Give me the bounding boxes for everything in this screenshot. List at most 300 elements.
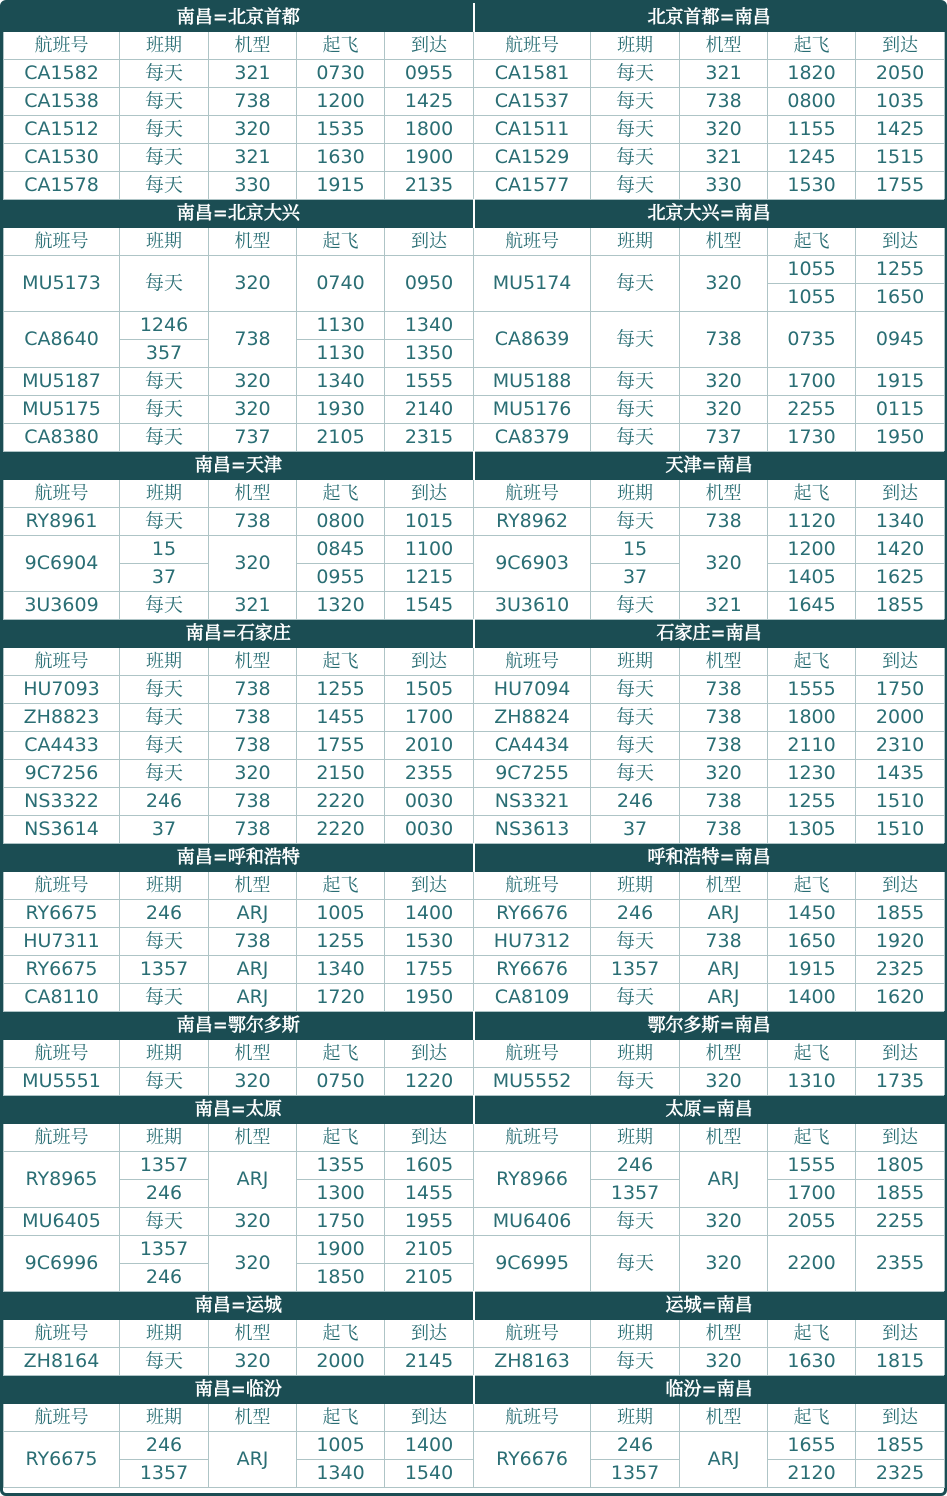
departure-cell: 1930 — [297, 396, 385, 424]
days-cell: 每天 — [120, 592, 209, 620]
days-cell: 每天 — [120, 676, 209, 704]
column-header: 到达 — [385, 480, 474, 508]
aircraft-cell: 320 — [680, 1348, 768, 1376]
aircraft-cell: 320 — [209, 256, 297, 312]
flight-number-cell: RY8962 — [474, 508, 591, 536]
departure-cell: 2220 — [297, 788, 385, 816]
column-header: 到达 — [385, 872, 474, 900]
column-header: 起飞 — [768, 648, 856, 676]
column-header: 航班号 — [4, 1320, 120, 1348]
flight-row — [4, 732, 945, 760]
column-header: 起飞 — [297, 1320, 385, 1348]
arrival-cell: 1755 — [856, 172, 945, 200]
column-header-row — [4, 1404, 945, 1432]
column-header: 到达 — [856, 1404, 945, 1432]
departure-cell: 2105 — [297, 424, 385, 452]
days-cell: 246 — [120, 900, 209, 928]
aircraft-cell: 320 — [209, 1208, 297, 1236]
days-cell: 1357 — [591, 1180, 680, 1208]
route-title-row — [4, 1012, 945, 1040]
departure-cell: 1720 — [297, 984, 385, 1012]
aircraft-cell: 738 — [680, 88, 768, 116]
route-title-row — [4, 1096, 945, 1124]
flight-row — [4, 256, 945, 284]
days-cell: 246 — [591, 1152, 680, 1180]
aircraft-cell: 320 — [680, 1068, 768, 1096]
departure-cell: 2150 — [297, 760, 385, 788]
column-header: 班期 — [591, 480, 680, 508]
days-cell: 每天 — [591, 760, 680, 788]
days-cell: 246 — [591, 900, 680, 928]
aircraft-cell: 738 — [680, 312, 768, 368]
flight-row — [4, 508, 945, 536]
days-cell: 1357 — [591, 956, 680, 984]
days-cell: 每天 — [120, 172, 209, 200]
route-title-row — [4, 1292, 945, 1320]
departure-cell: 1820 — [768, 60, 856, 88]
arrival-cell: 1605 — [385, 1152, 474, 1180]
days-cell: 每天 — [591, 1348, 680, 1376]
arrival-cell: 2310 — [856, 732, 945, 760]
arrival-cell: 1350 — [385, 340, 474, 368]
column-header: 起飞 — [768, 1404, 856, 1432]
column-header: 机型 — [209, 1404, 297, 1432]
departure-cell: 0740 — [297, 256, 385, 312]
aircraft-cell: 320 — [209, 1068, 297, 1096]
departure-cell: 1230 — [768, 760, 856, 788]
days-cell: 每天 — [120, 1208, 209, 1236]
days-cell: 每天 — [120, 704, 209, 732]
aircraft-cell: 320 — [680, 1236, 768, 1292]
flight-number-cell: CA1529 — [474, 144, 591, 172]
departure-cell: 1340 — [297, 1460, 385, 1488]
arrival-cell: 0030 — [385, 816, 474, 844]
aircraft-cell: 320 — [680, 256, 768, 312]
column-header: 机型 — [680, 228, 768, 256]
departure-cell: 1655 — [768, 1432, 856, 1460]
column-header: 起飞 — [768, 872, 856, 900]
flight-row — [4, 928, 945, 956]
column-header: 机型 — [209, 1040, 297, 1068]
aircraft-cell: 321 — [209, 60, 297, 88]
days-cell: 每天 — [591, 144, 680, 172]
route-title-row — [4, 620, 945, 648]
flight-row — [4, 1348, 945, 1376]
column-header-row — [4, 1040, 945, 1068]
departure-cell: 0730 — [297, 60, 385, 88]
flight-number-cell: 9C7255 — [474, 760, 591, 788]
flight-number-cell: RY8966 — [474, 1152, 591, 1208]
days-cell: 每天 — [591, 1208, 680, 1236]
days-cell: 1357 — [120, 1460, 209, 1488]
arrival-cell: 1540 — [385, 1460, 474, 1488]
arrival-cell: 1915 — [856, 368, 945, 396]
days-cell: 246 — [591, 1432, 680, 1460]
days-cell: 246 — [120, 1180, 209, 1208]
days-cell: 1357 — [120, 1152, 209, 1180]
arrival-cell: 1035 — [856, 88, 945, 116]
arrival-cell: 2355 — [385, 760, 474, 788]
column-header: 起飞 — [768, 228, 856, 256]
arrival-cell: 1510 — [856, 816, 945, 844]
arrival-cell: 1950 — [385, 984, 474, 1012]
departure-cell: 1130 — [297, 312, 385, 340]
flight-number-cell: RY6676 — [474, 1432, 591, 1488]
aircraft-cell: ARJ — [209, 1152, 297, 1208]
column-header-row — [4, 480, 945, 508]
column-header: 起飞 — [297, 1404, 385, 1432]
arrival-cell: 0950 — [385, 256, 474, 312]
departure-cell: 1800 — [768, 704, 856, 732]
column-header: 机型 — [209, 480, 297, 508]
aircraft-cell: 320 — [680, 536, 768, 592]
departure-cell: 0800 — [768, 88, 856, 116]
column-header: 航班号 — [474, 1320, 591, 1348]
departure-cell: 1645 — [768, 592, 856, 620]
departure-cell: 1915 — [297, 172, 385, 200]
departure-cell: 1055 — [768, 284, 856, 312]
aircraft-cell: 320 — [209, 1236, 297, 1292]
flight-number-cell: RY8961 — [4, 508, 120, 536]
route-title: 石家庄=南昌 — [474, 620, 945, 648]
route-title: 南昌=鄂尔多斯 — [4, 1012, 474, 1040]
flight-schedule-table — [3, 3, 946, 1488]
days-cell: 每天 — [120, 984, 209, 1012]
aircraft-cell: 330 — [680, 172, 768, 200]
arrival-cell: 1855 — [856, 592, 945, 620]
departure-cell: 1530 — [768, 172, 856, 200]
days-cell: 每天 — [120, 508, 209, 536]
days-cell: 每天 — [591, 368, 680, 396]
column-header: 机型 — [209, 872, 297, 900]
aircraft-cell: 320 — [209, 760, 297, 788]
arrival-cell: 1855 — [856, 1180, 945, 1208]
column-header: 班期 — [591, 32, 680, 60]
column-header: 班期 — [120, 1040, 209, 1068]
departure-cell: 2110 — [768, 732, 856, 760]
aircraft-cell: 321 — [209, 144, 297, 172]
aircraft-cell: 320 — [209, 1348, 297, 1376]
flight-number-cell: NS3614 — [4, 816, 120, 844]
flight-number-cell: CA8110 — [4, 984, 120, 1012]
column-header: 到达 — [856, 32, 945, 60]
column-header: 班期 — [120, 32, 209, 60]
departure-cell: 1555 — [768, 1152, 856, 1180]
departure-cell: 2120 — [768, 1460, 856, 1488]
departure-cell: 1305 — [768, 816, 856, 844]
departure-cell: 1755 — [297, 732, 385, 760]
flight-number-cell: HU7094 — [474, 676, 591, 704]
flight-number-cell: CA8640 — [4, 312, 120, 368]
aircraft-cell: 321 — [680, 592, 768, 620]
flight-row — [4, 704, 945, 732]
column-header: 起飞 — [768, 32, 856, 60]
flight-row — [4, 88, 945, 116]
column-header: 机型 — [680, 648, 768, 676]
column-header: 到达 — [856, 1320, 945, 1348]
arrival-cell: 2355 — [856, 1236, 945, 1292]
arrival-cell: 1420 — [856, 536, 945, 564]
aircraft-cell: 738 — [209, 704, 297, 732]
column-header: 到达 — [856, 1124, 945, 1152]
column-header: 起飞 — [768, 1320, 856, 1348]
flight-number-cell: ZH8163 — [474, 1348, 591, 1376]
flight-number-cell: 9C6995 — [474, 1236, 591, 1292]
flight-row — [4, 816, 945, 844]
flight-row — [4, 396, 945, 424]
arrival-cell: 1435 — [856, 760, 945, 788]
route-title: 南昌=呼和浩特 — [4, 844, 474, 872]
column-header: 机型 — [680, 1040, 768, 1068]
days-cell: 每天 — [120, 760, 209, 788]
column-header: 航班号 — [4, 872, 120, 900]
flight-number-cell: NS3321 — [474, 788, 591, 816]
arrival-cell: 1545 — [385, 592, 474, 620]
days-cell: 每天 — [120, 368, 209, 396]
column-header: 起飞 — [297, 32, 385, 60]
column-header: 航班号 — [4, 480, 120, 508]
route-title: 南昌=北京大兴 — [4, 200, 474, 228]
column-header: 航班号 — [4, 32, 120, 60]
days-cell: 每天 — [591, 1068, 680, 1096]
arrival-cell: 1530 — [385, 928, 474, 956]
aircraft-cell: 737 — [680, 424, 768, 452]
flight-row — [4, 1152, 945, 1180]
aircraft-cell: 738 — [680, 816, 768, 844]
arrival-cell: 2105 — [385, 1264, 474, 1292]
arrival-cell: 2050 — [856, 60, 945, 88]
arrival-cell: 2325 — [856, 1460, 945, 1488]
aircraft-cell: 738 — [209, 508, 297, 536]
flight-number-cell: CA4434 — [474, 732, 591, 760]
departure-cell: 1245 — [768, 144, 856, 172]
arrival-cell: 1855 — [856, 1432, 945, 1460]
aircraft-cell: ARJ — [209, 984, 297, 1012]
column-header-row — [4, 872, 945, 900]
departure-cell: 1630 — [768, 1348, 856, 1376]
flight-number-cell: MU5176 — [474, 396, 591, 424]
flight-number-cell: MU5175 — [4, 396, 120, 424]
days-cell: 246 — [120, 788, 209, 816]
days-cell: 每天 — [591, 732, 680, 760]
flight-number-cell: CA1530 — [4, 144, 120, 172]
days-cell: 每天 — [591, 704, 680, 732]
route-title: 太原=南昌 — [474, 1096, 945, 1124]
flight-number-cell: RY8965 — [4, 1152, 120, 1208]
arrival-cell: 0030 — [385, 788, 474, 816]
column-header: 班期 — [120, 872, 209, 900]
flight-number-cell: RY6675 — [4, 1432, 120, 1488]
days-cell: 每天 — [591, 88, 680, 116]
flight-row — [4, 1068, 945, 1096]
flight-number-cell: RY6676 — [474, 900, 591, 928]
column-header: 航班号 — [474, 1040, 591, 1068]
days-cell: 每天 — [591, 1236, 680, 1292]
column-header: 起飞 — [297, 872, 385, 900]
days-cell: 每天 — [591, 116, 680, 144]
column-header: 航班号 — [474, 480, 591, 508]
departure-cell: 1055 — [768, 256, 856, 284]
aircraft-cell: 320 — [680, 116, 768, 144]
flight-row — [4, 956, 945, 984]
column-header: 航班号 — [4, 1040, 120, 1068]
route-title-row — [4, 200, 945, 228]
arrival-cell: 1505 — [385, 676, 474, 704]
column-header: 班期 — [120, 1404, 209, 1432]
aircraft-cell: ARJ — [209, 956, 297, 984]
column-header: 航班号 — [474, 1404, 591, 1432]
days-cell: 每天 — [120, 1348, 209, 1376]
flight-number-cell: MU5552 — [474, 1068, 591, 1096]
arrival-cell: 1750 — [856, 676, 945, 704]
flight-number-cell: 9C7256 — [4, 760, 120, 788]
days-cell: 246 — [120, 1264, 209, 1292]
days-cell: 每天 — [120, 116, 209, 144]
arrival-cell: 2140 — [385, 396, 474, 424]
aircraft-cell: 321 — [209, 592, 297, 620]
flight-row — [4, 1432, 945, 1460]
departure-cell: 1450 — [768, 900, 856, 928]
flight-row — [4, 144, 945, 172]
flight-number-cell: MU5174 — [474, 256, 591, 312]
route-title-row — [4, 1376, 945, 1404]
days-cell: 每天 — [120, 88, 209, 116]
column-header: 航班号 — [474, 1124, 591, 1152]
aircraft-cell: 738 — [209, 732, 297, 760]
column-header: 到达 — [385, 1320, 474, 1348]
aircraft-cell: ARJ — [209, 1432, 297, 1488]
arrival-cell: 1620 — [856, 984, 945, 1012]
departure-cell: 1155 — [768, 116, 856, 144]
days-cell: 37 — [591, 564, 680, 592]
days-cell: 每天 — [591, 312, 680, 368]
aircraft-cell: 321 — [680, 60, 768, 88]
departure-cell: 1300 — [297, 1180, 385, 1208]
flight-number-cell: 9C6996 — [4, 1236, 120, 1292]
flight-number-cell: 3U3610 — [474, 592, 591, 620]
flight-number-cell: CA1577 — [474, 172, 591, 200]
flight-number-cell: CA1538 — [4, 88, 120, 116]
column-header: 班期 — [120, 1320, 209, 1348]
flight-number-cell: NS3322 — [4, 788, 120, 816]
column-header: 到达 — [856, 1040, 945, 1068]
days-cell: 每天 — [120, 144, 209, 172]
column-header: 航班号 — [4, 1124, 120, 1152]
route-title: 南昌=北京首都 — [4, 4, 474, 32]
departure-cell: 2000 — [297, 1348, 385, 1376]
arrival-cell: 1800 — [385, 116, 474, 144]
flight-row — [4, 312, 945, 340]
column-header: 起飞 — [297, 480, 385, 508]
flight-number-cell: 9C6904 — [4, 536, 120, 592]
departure-cell: 1355 — [297, 1152, 385, 1180]
flight-number-cell: MU5173 — [4, 256, 120, 312]
column-header: 起飞 — [297, 648, 385, 676]
flight-number-cell: CA1512 — [4, 116, 120, 144]
days-cell: 246 — [591, 788, 680, 816]
departure-cell: 1005 — [297, 900, 385, 928]
column-header: 航班号 — [4, 1404, 120, 1432]
flight-number-cell: CA1537 — [474, 88, 591, 116]
aircraft-cell: 737 — [209, 424, 297, 452]
flight-number-cell: CA4433 — [4, 732, 120, 760]
column-header: 班期 — [120, 228, 209, 256]
flight-number-cell: MU6406 — [474, 1208, 591, 1236]
departure-cell: 1005 — [297, 1432, 385, 1460]
departure-cell: 1255 — [297, 676, 385, 704]
aircraft-cell: 738 — [209, 88, 297, 116]
departure-cell: 1630 — [297, 144, 385, 172]
days-cell: 每天 — [591, 984, 680, 1012]
days-cell: 每天 — [591, 60, 680, 88]
column-header: 机型 — [680, 1124, 768, 1152]
flight-number-cell: CA1511 — [474, 116, 591, 144]
aircraft-cell: 738 — [680, 732, 768, 760]
column-header: 航班号 — [4, 648, 120, 676]
flight-row — [4, 592, 945, 620]
column-header: 到达 — [385, 32, 474, 60]
flight-number-cell: CA8639 — [474, 312, 591, 368]
days-cell: 15 — [591, 536, 680, 564]
column-header-row — [4, 1124, 945, 1152]
days-cell: 37 — [120, 816, 209, 844]
arrival-cell: 1950 — [856, 424, 945, 452]
departure-cell: 1850 — [297, 1264, 385, 1292]
flight-row — [4, 60, 945, 88]
column-header: 到达 — [856, 648, 945, 676]
column-header: 班期 — [591, 872, 680, 900]
column-header: 起飞 — [297, 1124, 385, 1152]
arrival-cell: 2325 — [856, 956, 945, 984]
arrival-cell: 1700 — [385, 704, 474, 732]
aircraft-cell: 330 — [209, 172, 297, 200]
arrival-cell: 0945 — [856, 312, 945, 368]
arrival-cell: 1400 — [385, 1432, 474, 1460]
flight-row — [4, 116, 945, 144]
flight-number-cell: MU5551 — [4, 1068, 120, 1096]
column-header: 到达 — [385, 1124, 474, 1152]
departure-cell: 1400 — [768, 984, 856, 1012]
aircraft-cell: 738 — [680, 788, 768, 816]
flight-row — [4, 172, 945, 200]
column-header: 机型 — [209, 1124, 297, 1152]
aircraft-cell: 320 — [680, 368, 768, 396]
column-header: 到达 — [385, 648, 474, 676]
column-header: 班期 — [591, 648, 680, 676]
flight-number-cell: MU5187 — [4, 368, 120, 396]
days-cell: 1246 — [120, 312, 209, 340]
days-cell: 每天 — [591, 424, 680, 452]
departure-cell: 1405 — [768, 564, 856, 592]
departure-cell: 0750 — [297, 1068, 385, 1096]
departure-cell: 1255 — [768, 788, 856, 816]
flight-row — [4, 424, 945, 452]
aircraft-cell: 738 — [209, 928, 297, 956]
days-cell: 每天 — [591, 256, 680, 312]
column-header-row — [4, 1320, 945, 1348]
column-header: 航班号 — [474, 648, 591, 676]
days-cell: 246 — [120, 1432, 209, 1460]
column-header: 到达 — [856, 872, 945, 900]
arrival-cell: 1015 — [385, 508, 474, 536]
column-header: 机型 — [209, 32, 297, 60]
arrival-cell: 1400 — [385, 900, 474, 928]
route-title: 临汾=南昌 — [474, 1376, 945, 1404]
flight-row — [4, 1236, 945, 1264]
aircraft-cell: 738 — [680, 704, 768, 732]
arrival-cell: 1425 — [385, 88, 474, 116]
departure-cell: 1340 — [297, 368, 385, 396]
